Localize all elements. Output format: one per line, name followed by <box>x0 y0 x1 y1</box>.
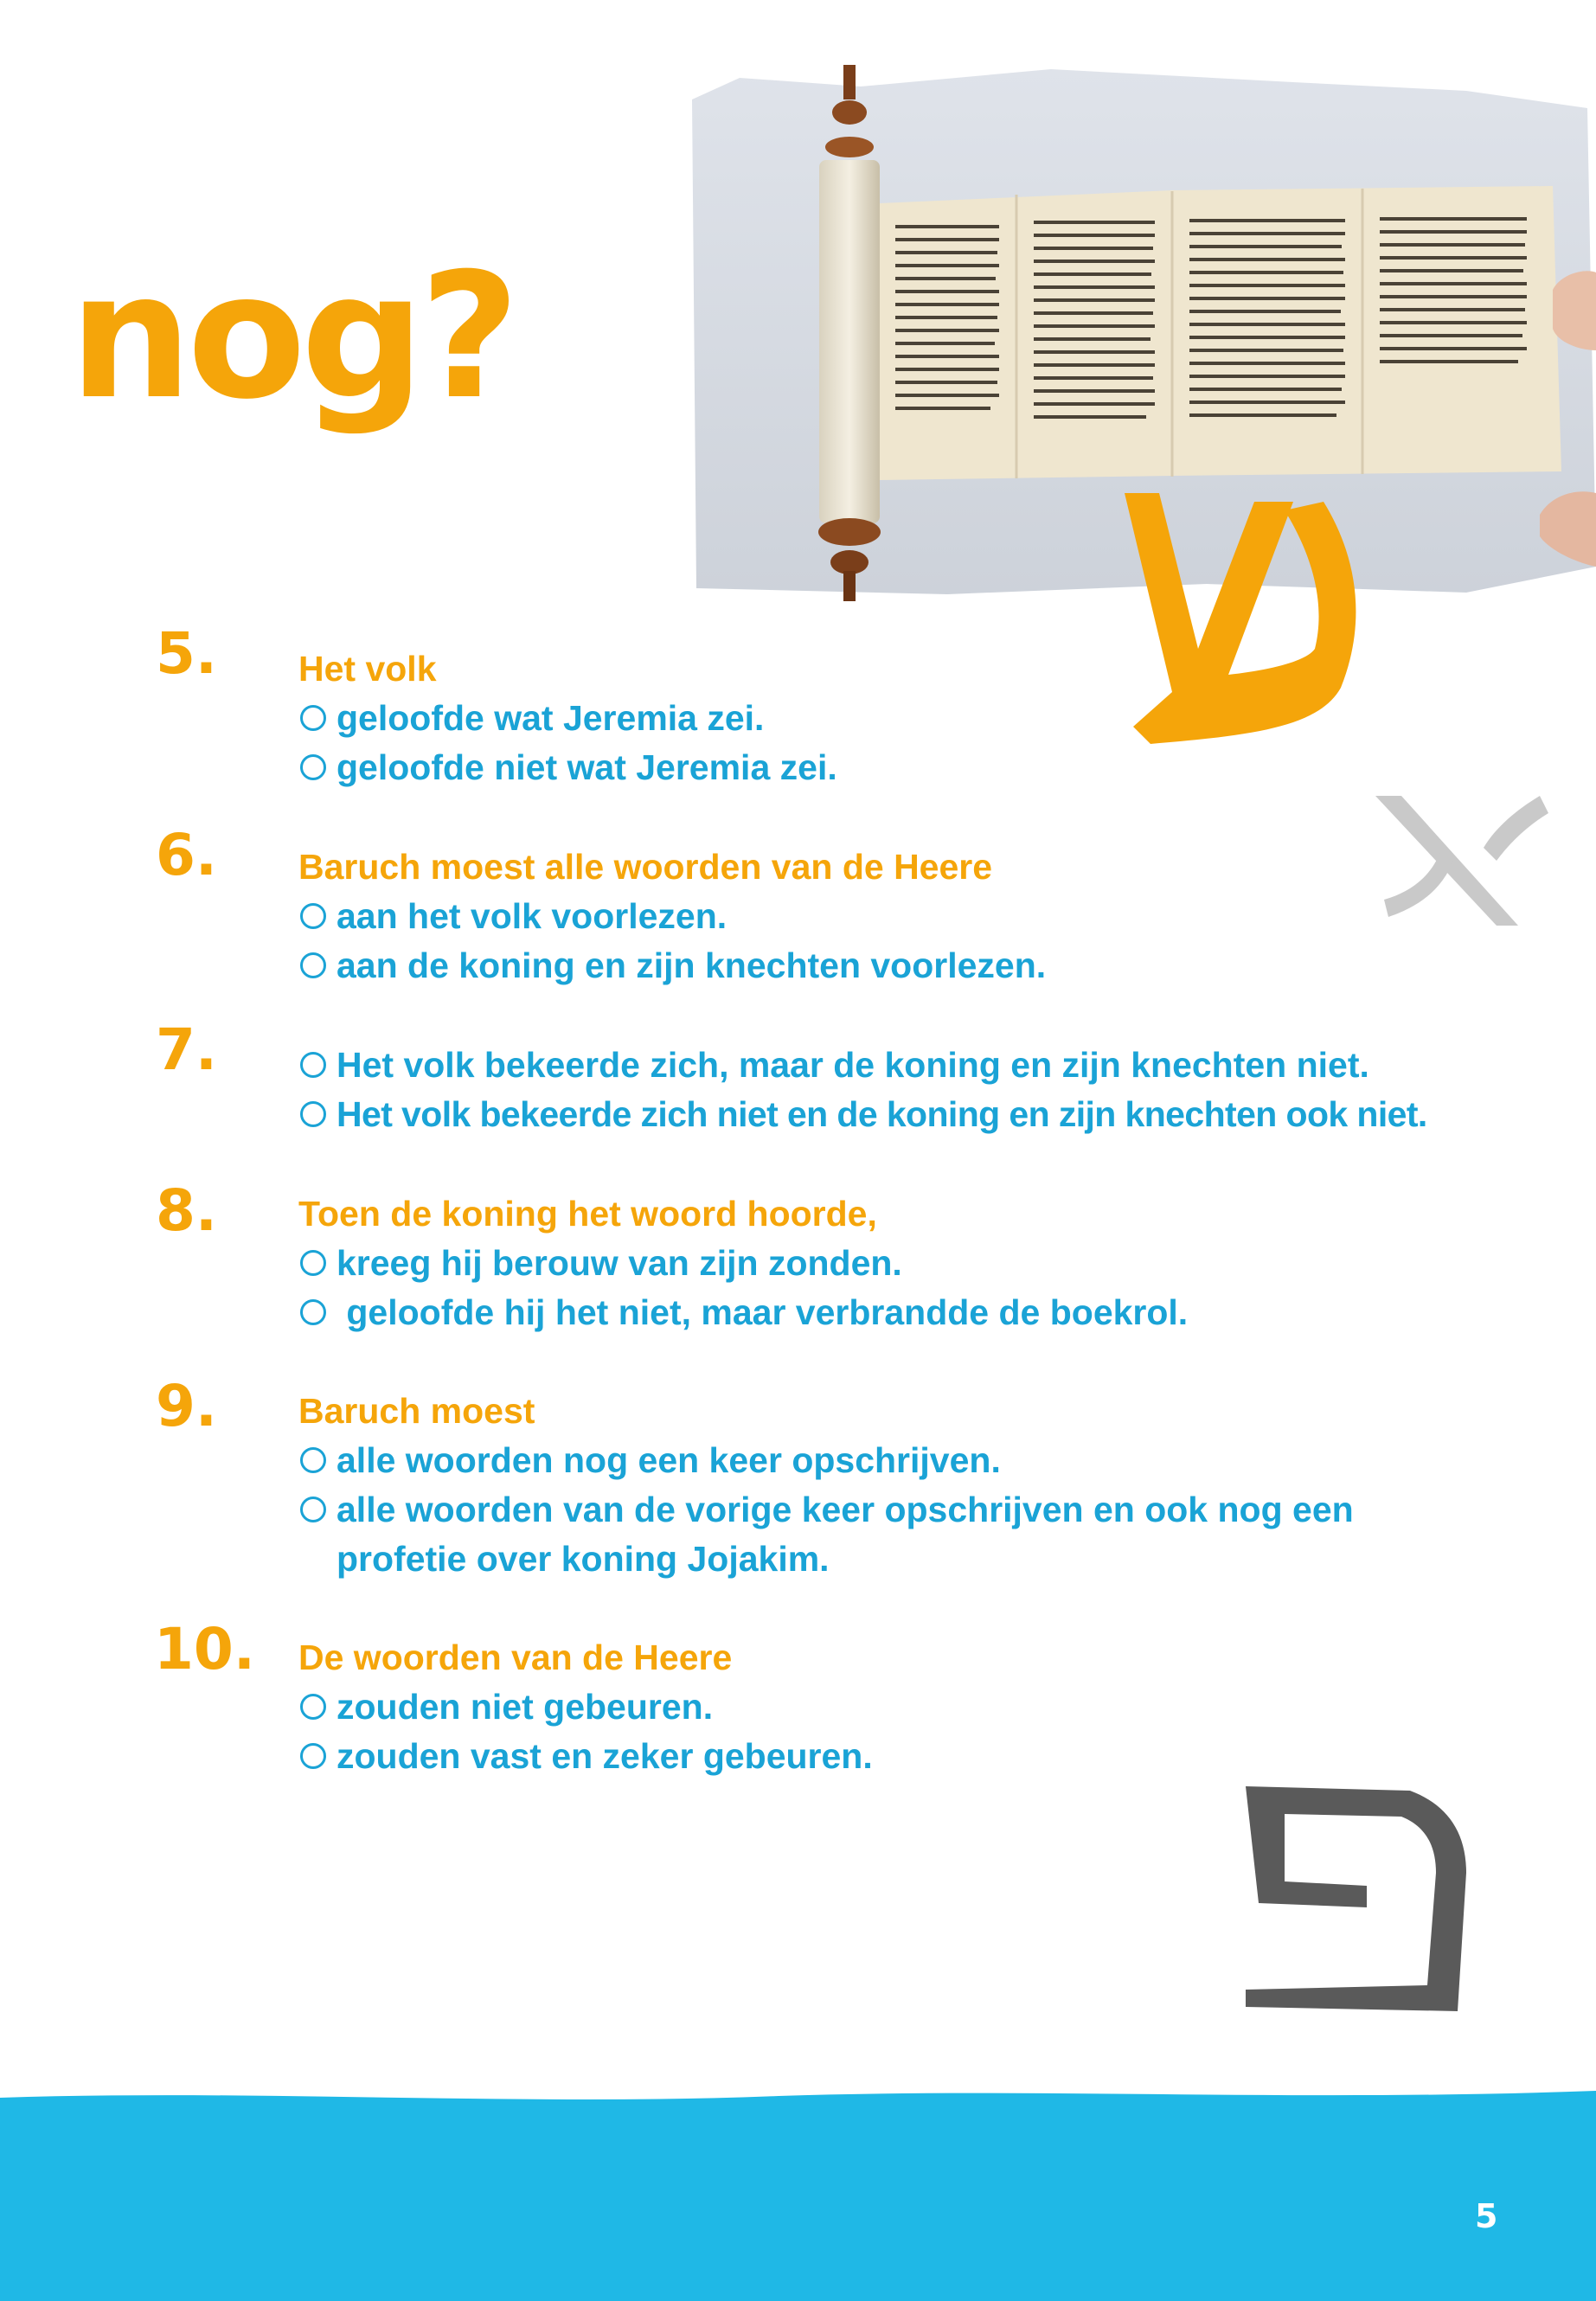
answer-option[interactable]: zouden vast en zeker gebeuren. <box>298 1732 873 1781</box>
hebrew-letter-ayin-icon <box>1099 476 1375 761</box>
page-number: 5 <box>1475 2197 1498 2235</box>
answer-option[interactable]: geloofde niet wat Jeremia zei. <box>298 743 837 792</box>
question-stem: Baruch moest <box>298 1391 535 1431</box>
footer-band <box>0 2072 1596 2301</box>
question-number: 6. <box>156 822 217 888</box>
question-stem: Baruch moest alle woorden van de Heere <box>298 847 993 887</box>
answer-option[interactable]: Het volk bekeerde zich niet en de koning en zijn knechten ook niet. <box>298 1090 1427 1139</box>
radio-circle-icon[interactable] <box>300 1743 326 1769</box>
answer-option[interactable]: zouden niet gebeuren. <box>298 1682 873 1732</box>
hebrew-letter-final-pe-icon <box>1237 1778 1479 2020</box>
question-number: 10. <box>154 1616 255 1682</box>
page-heading: nog? <box>69 236 515 438</box>
answer-option[interactable]: aan de koning en zijn knechten voorlezen. <box>298 941 1046 990</box>
question-stem: De woorden van de Heere <box>298 1638 733 1677</box>
question-number: 9. <box>156 1373 217 1439</box>
radio-circle-icon[interactable] <box>300 1447 326 1473</box>
answer-option[interactable]: aan het volk voorlezen. <box>298 892 1046 941</box>
answer-option[interactable]: Het volk bekeerde zich, maar de koning en zijn knechten niet. <box>298 1041 1427 1090</box>
question-number: 8. <box>156 1177 217 1244</box>
radio-circle-icon[interactable] <box>300 754 326 780</box>
radio-circle-icon[interactable] <box>300 1497 326 1522</box>
question-number: 5. <box>156 620 217 687</box>
radio-circle-icon[interactable] <box>300 1052 326 1078</box>
question-stem: Het volk <box>298 649 437 689</box>
radio-circle-icon[interactable] <box>300 1250 326 1276</box>
radio-circle-icon[interactable] <box>300 952 326 978</box>
radio-circle-icon[interactable] <box>300 1299 326 1325</box>
radio-circle-icon[interactable] <box>300 705 326 731</box>
question-stem: Toen de koning het woord hoorde, <box>298 1194 877 1234</box>
answer-option[interactable]: geloofde hij het niet, maar verbrandde de boekrol. <box>298 1288 1188 1337</box>
radio-circle-icon[interactable] <box>300 1694 326 1720</box>
answer-option[interactable]: geloofde wat Jeremia zei. <box>298 694 837 743</box>
radio-circle-icon[interactable] <box>300 1101 326 1127</box>
answer-option[interactable]: alle woorden nog een keer opschrijven. <box>298 1436 1418 1485</box>
hebrew-letter-alef-icon <box>1367 779 1557 939</box>
radio-circle-icon[interactable] <box>300 903 326 929</box>
question-number: 7. <box>156 1016 217 1083</box>
answer-option[interactable]: kreeg hij berouw van zijn zonden. <box>298 1239 1188 1288</box>
answer-option[interactable]: alle woorden van de vorige keer opschrijven en ook nog een profetie over koning Jojakim. <box>298 1485 1418 1584</box>
